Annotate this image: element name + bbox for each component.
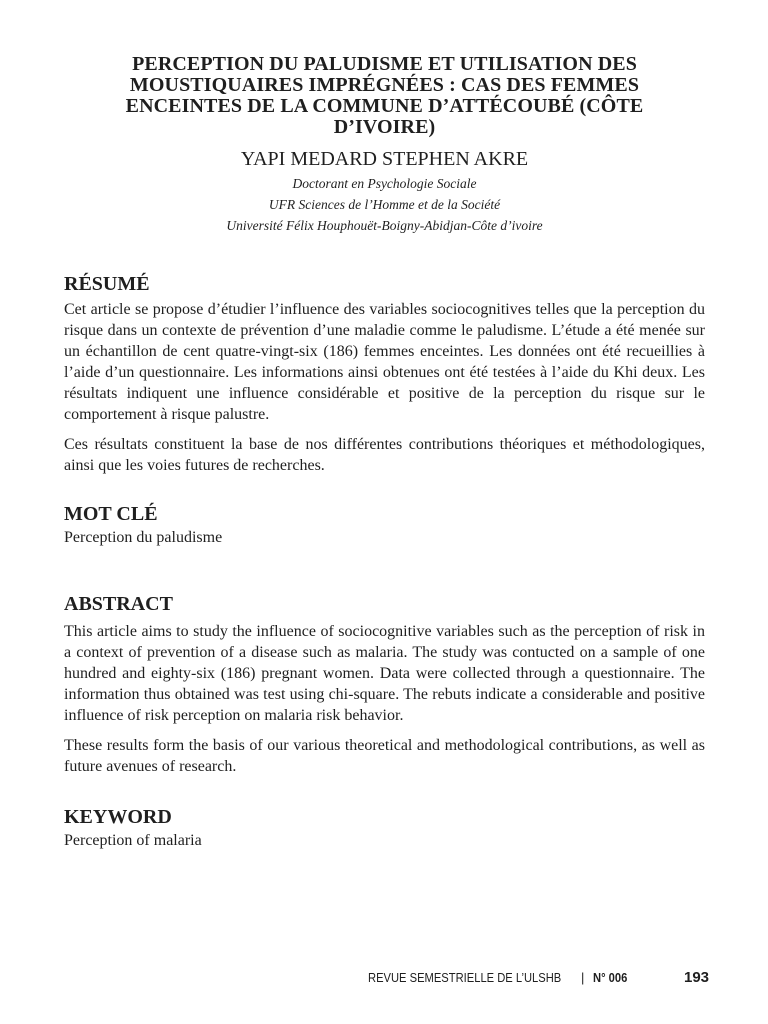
page-footer (368, 966, 718, 988)
abstract-section (64, 592, 705, 777)
author-name: YAPI MEDARD STEPHEN AKRE (240, 148, 529, 170)
footer-separator: | (581, 969, 585, 985)
keyword-heading: KEYWORD (64, 806, 172, 828)
affiliation-block (64, 173, 705, 236)
abstract-paragraph: These results form the basis of our various theoretical and methodological contributions, as well as future avenues of research. (64, 737, 705, 775)
article-page (64, 54, 705, 851)
mot-cle-section (64, 502, 705, 548)
resume-paragraph: Cet article se propose d’étudier l’influence des variables sociocognitives telles que la perception du risque dans un contexte de prévention d’une maladie comme le paludisme. L’étude a été menée sur un échantillon de cent quatre-vingt-six (186) femmes enceintes. Les données ont été recueillies à l’aide d’un questionnaire. Les informations ainsi obtenues ont été testées à l’aide du Khi deux. Les résultats indiquent une influence considérable et positive de la perception du risque sur le comportement à risque palustre. (64, 301, 705, 423)
keyword-section (64, 805, 705, 851)
mot-cle-heading: MOT CLÉ (64, 503, 158, 525)
journal-name: REVUE SEMESTRIELLE DE L’ULSHB (368, 969, 562, 985)
resume-paragraph: Ces résultats constituent la base de nos différentes contributions théoriques et méthodologiques, ainsi que les voies futures de recherches. (64, 436, 705, 474)
resume-heading: RÉSUMÉ (64, 273, 150, 295)
issue-number: N° 006 (593, 969, 628, 985)
resume-section (64, 272, 705, 476)
affiliation-line: UFR Sciences de l’Homme et de la Société (268, 197, 501, 212)
mot-cle-text: Perception du paludisme (64, 529, 223, 546)
abstract-heading: ABSTRACT (64, 593, 173, 615)
article-title: PERCEPTION DU PALUDISME ET UTILISATION DES MOUSTIQUAIRES IMPRÉGNÉES : CAS DES FEMMES ENCEINTES DE LA COMMUNE D’ATTÉCOUBÉ (CÔTE D’IVOIRE) (125, 53, 644, 138)
abstract-paragraph: This article aims to study the influence of sociocognitive variables such as the perception of risk in a context of prevention of a disease such as malaria. The study was contucted on a sample of one hundred and eighty-six (186) pregnant women. Data were collected through a questionnaire. The information thus obtained was test using chi-square. The rebuts indicate a considerable and positive influence of risk perception on malaria risk behavior. (64, 623, 705, 724)
affiliation-line: Université Félix Houphouët-Boigny-Abidjan-Côte d’ivoire (226, 218, 543, 233)
affiliation-line: Doctorant en Psychologie Sociale (292, 176, 477, 191)
page-number: 193 (684, 968, 710, 986)
keyword-text: Perception of malaria (64, 832, 202, 849)
